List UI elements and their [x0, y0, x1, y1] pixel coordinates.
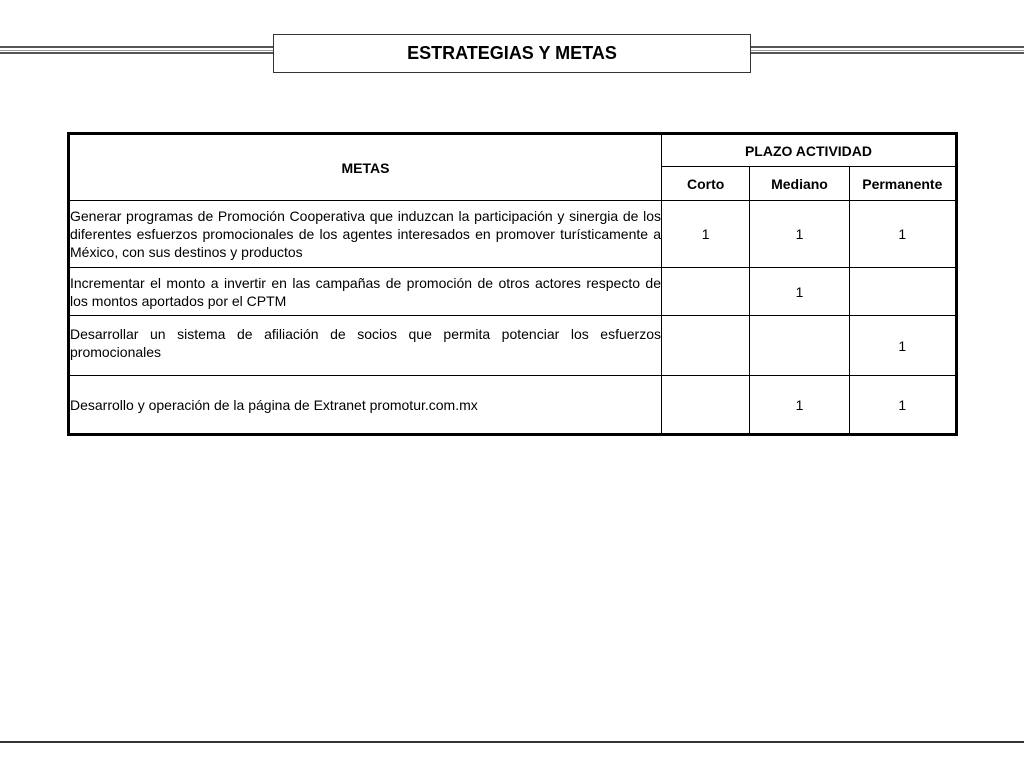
- permanente-header: Permanente: [849, 167, 956, 201]
- metas-header: METAS: [69, 134, 662, 201]
- corto-cell: [662, 376, 750, 435]
- mediano-header: Mediano: [750, 167, 849, 201]
- table-row: [69, 201, 957, 268]
- corto-cell: [662, 268, 750, 316]
- table-row: [69, 376, 957, 435]
- corto-cell: [662, 316, 750, 376]
- permanente-cell: 1: [849, 316, 956, 376]
- corto-header: Corto: [662, 167, 750, 201]
- plazo-actividad-header: PLAZO ACTIVIDAD: [662, 134, 957, 167]
- permanente-cell: [849, 268, 956, 316]
- mediano-cell: [750, 316, 849, 376]
- meta-cell: Desarrollar un sistema de afiliación de socios que permita potenciar los esfuerzos promocionales: [69, 316, 662, 376]
- meta-cell: Generar programas de Promoción Cooperativa que induzcan la participación y sinergia de los diferentes esfuerzos promocionales de los agentes interesados en promover turísticamente a México, con sus destinos y productos: [69, 201, 662, 268]
- page-title: ESTRATEGIAS Y METAS: [407, 43, 617, 63]
- table-header-row: [69, 134, 957, 167]
- permanente-cell: 1: [849, 376, 956, 435]
- goals-table: [67, 132, 958, 436]
- corto-cell: 1: [662, 201, 750, 268]
- meta-cell: Incrementar el monto a invertir en las campañas de promoción de otros actores respecto de los montos aportados por el CPTM: [69, 268, 662, 316]
- mediano-cell: 1: [750, 376, 849, 435]
- page-title-box: [273, 34, 751, 73]
- mediano-cell: 1: [750, 268, 849, 316]
- mediano-cell: 1: [750, 201, 849, 268]
- meta-cell: Desarrollo y operación de la página de Extranet promotur.com.mx: [69, 376, 662, 435]
- permanente-cell: 1: [849, 201, 956, 268]
- bottom-rule: [0, 741, 1024, 743]
- table-row: [69, 316, 957, 376]
- table-row: [69, 268, 957, 316]
